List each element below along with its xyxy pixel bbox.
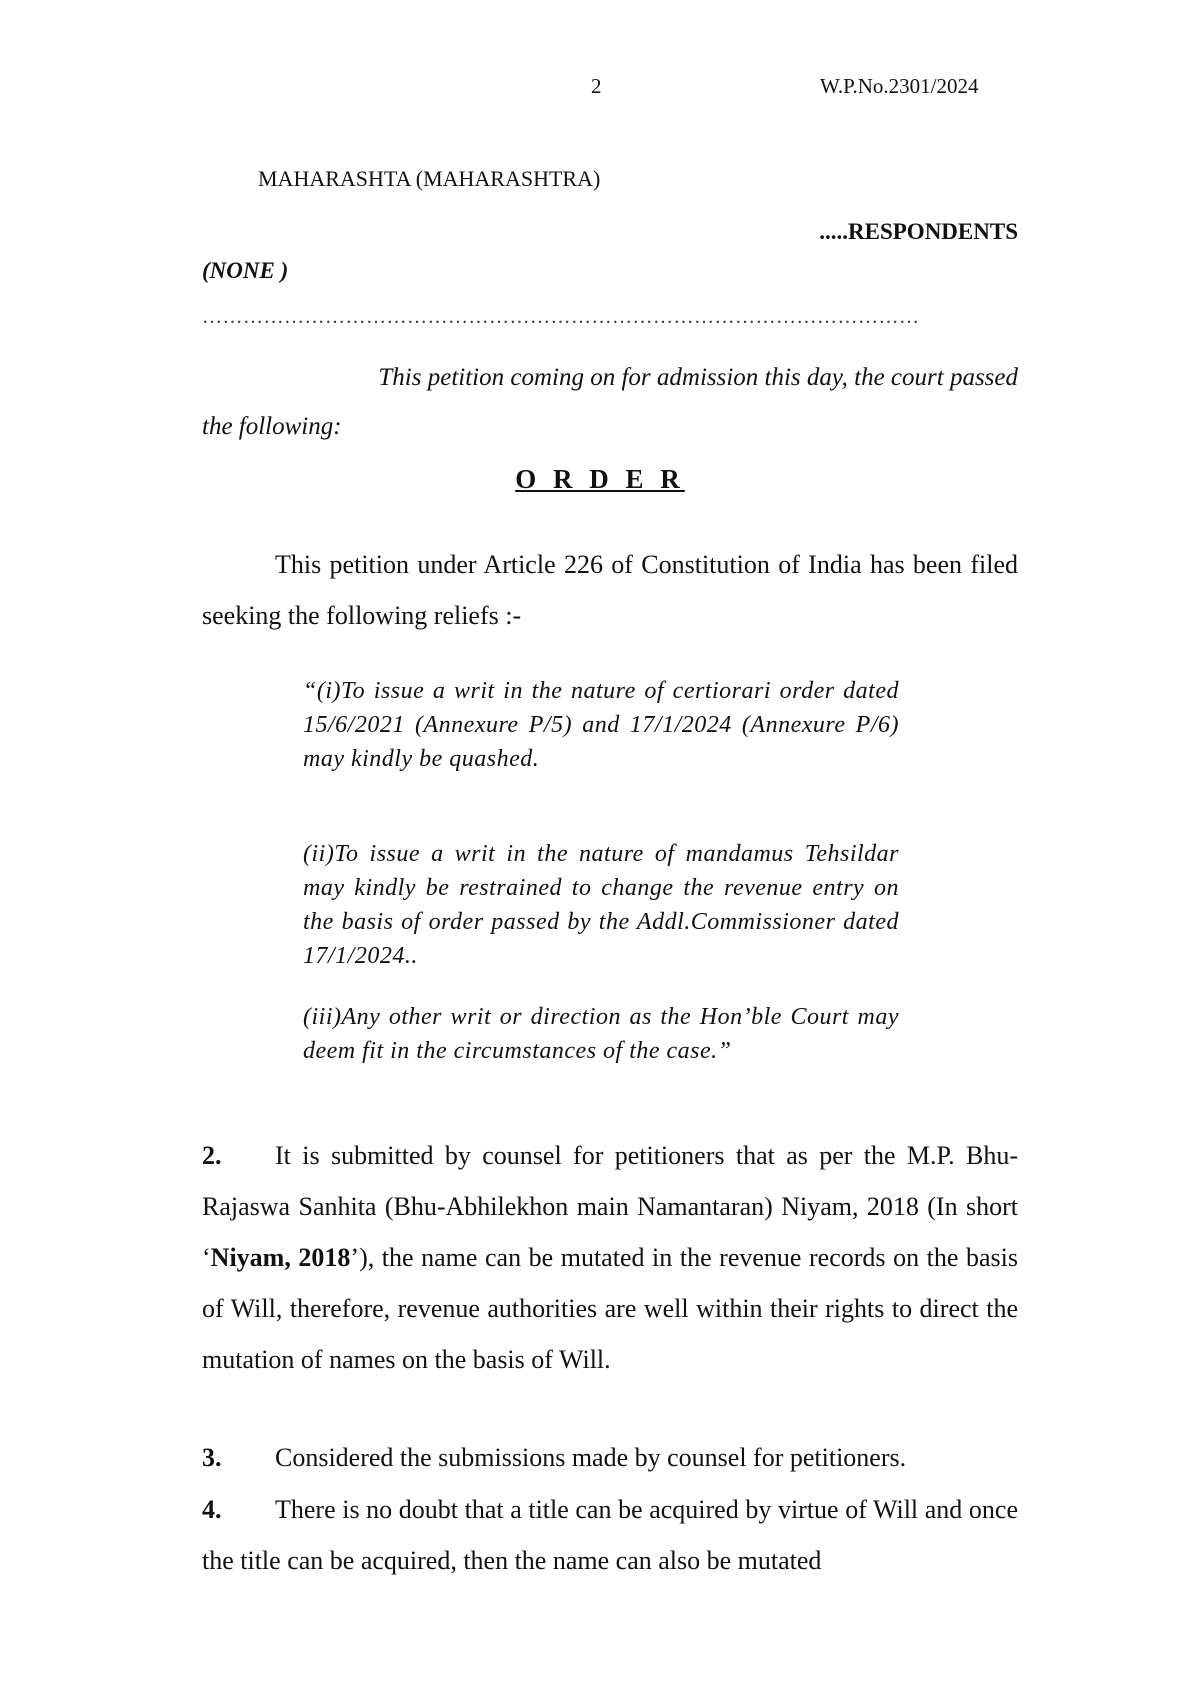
paragraph-1: [202, 539, 1018, 641]
niyam-short-name: Niyam, 2018: [210, 1243, 351, 1272]
paragraph-3: [202, 1432, 1018, 1483]
paragraph-1-text: This petition under Article 226 of Constitution of India has been filed seeking the following reliefs :-: [202, 550, 1018, 630]
page-number: 2: [591, 74, 602, 98]
relief-2: (ii)To issue a writ in the nature of mandamus Tehsildar may kindly be restrained to change the revenue entry on the basis of order passed by the Addl.Commissioner dated 17/1/2024..: [303, 841, 899, 969]
intro-line-1: This petition coming on for admission this day, the court passed: [378, 364, 1018, 391]
paragraph-2-text-a: It is submitted by counsel for petitioners that as per the M.P. Bhu-Rajaswa Sanhita (Bhu-Abhilekhon main Namantaran) Niyam, 2018 (In short ‘: [202, 1141, 1018, 1272]
dotted-separator: ……………………………………………………………………………………………: [202, 306, 920, 328]
relief-3: (iii)Any other writ or direction as the Hon’ble Court may deem fit in the circumstances of the case.”: [303, 1004, 899, 1064]
paragraph-3-text: Considered the submissions made by counsel for petitioners.: [275, 1443, 907, 1472]
intro-line-2: the following:: [202, 413, 342, 440]
case-number: W.P.No.2301/2024: [820, 74, 979, 98]
paragraph-1-indent: [202, 550, 275, 579]
paragraph-4-number: 4.: [202, 1495, 222, 1524]
respondent-counsel: (NONE ): [202, 258, 289, 283]
respondent-state: MAHARASHTA (MAHARASHTRA): [258, 166, 601, 191]
paragraph-3-number: 3.: [202, 1443, 222, 1472]
paragraph-2-text-b: ’), the name can be mutated in the revenue records on the basis of Will, therefore, revenue authorities are well within their rights to direct the mutation of names on the basis of Will.: [202, 1243, 1018, 1374]
paragraph-4-text: There is no doubt that a title can be acquired by virtue of Will and once the title can be acquired, then the name can also be mutated: [202, 1495, 1018, 1575]
paragraph-4: [202, 1484, 1018, 1586]
respondents-label: .....RESPONDENTS: [819, 219, 1018, 244]
relief-1: “(i)To issue a writ in the nature of certiorari order dated 15/6/2021 (Annexure P/5) and 17/1/2024 (Annexure P/6) may kindly be quashed.: [303, 678, 899, 772]
paragraph-2-number: 2.: [202, 1141, 222, 1170]
order-title: O R D E R: [515, 464, 685, 494]
paragraph-2: [202, 1130, 1018, 1385]
